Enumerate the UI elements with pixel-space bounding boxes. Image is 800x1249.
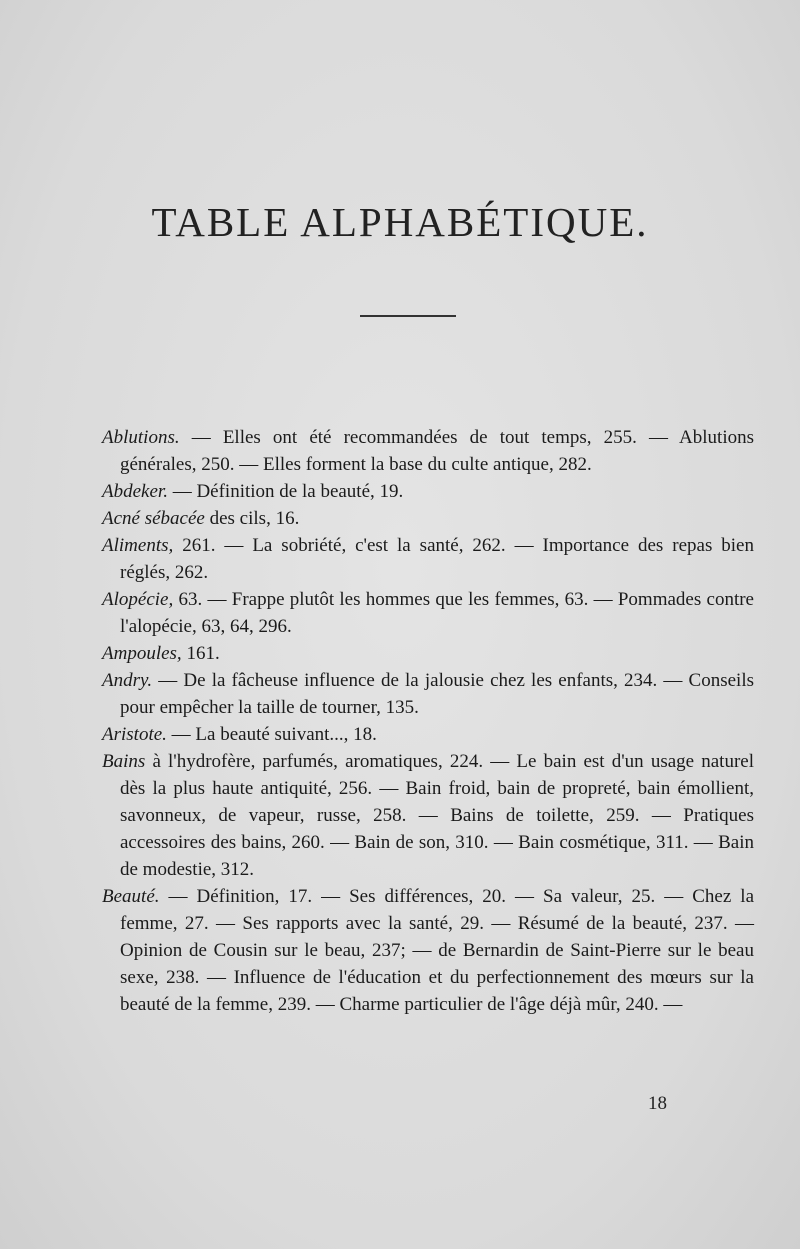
entry-heading: Aliments, <box>102 535 174 556</box>
entry-heading: Acné sébacée <box>102 508 205 529</box>
index-entry <box>102 748 754 883</box>
index-entry <box>102 424 754 478</box>
index-entry <box>102 532 754 586</box>
entry-heading: Aristote. <box>102 724 167 745</box>
entry-heading: Ampoules, <box>102 643 182 664</box>
entry-text: à l'hydrofère, parfumés, aromatiques, 224. — Le bain est d'un usage naturel dès la plus haute antiquité, 256. — Bain froid, bain de propreté, bain émollient, savonneux, de vapeur, russe, 258. — Bains de toilette, 259. — Pratiques accessoires des bains, 260. — Bain de son, 310. — Bain cosmétique, 311. — Bain de modestie, 312. <box>120 751 754 880</box>
index-entry <box>102 721 754 748</box>
entry-heading: Alopécie, <box>102 589 174 610</box>
entry-heading: Andry. <box>102 670 153 691</box>
title-divider <box>360 315 456 317</box>
entry-text: — De la fâcheuse influence de la jalousie chez les enfants, 234. — Conseils pour empêcher la taille de tourner, 135. <box>120 670 754 718</box>
index-entry <box>102 586 754 640</box>
entry-text: 261. — La sobriété, c'est la santé, 262. — Importance des repas bien réglés, 262. <box>120 535 754 583</box>
entry-text: 63. — Frappe plutôt les hommes que les femmes, 63. — Pommades contre l'alopécie, 63, 64, 296. <box>120 589 754 637</box>
index-entry <box>102 640 754 667</box>
entry-heading: Beauté. <box>102 886 160 907</box>
entry-heading: Abdeker. <box>102 481 168 502</box>
entry-text: — La beauté suivant..., 18. <box>166 724 377 745</box>
entry-text: — Définition, 17. — Ses différences, 20. — Sa valeur, 25. — Chez la femme, 27. — Ses rapports avec la santé, 29. — Résumé de la beauté, 237. — Opinion de Cousin sur le beau, 237; — de Bernardin de Saint-Pierre sur le beau sexe, 238. — Influence de l'éducation et du perfectionnement des mœurs sur la beauté de la femme, 239. — Charme particulier de l'âge déjà mûr, 240. — <box>120 886 754 1015</box>
entry-text: 161. <box>181 643 220 664</box>
entry-text: — Définition de la beauté, 19. <box>167 481 404 502</box>
entry-text: des cils, 16. <box>204 508 300 529</box>
index-entries <box>102 424 754 1018</box>
entry-heading: Ablutions. <box>102 427 180 448</box>
entry-text: — Elles ont été recommandées de tout temps, 255. — Ablutions générales, 250. — Elles forment la base du culte antique, 282. <box>120 427 754 475</box>
index-entry <box>102 883 754 1018</box>
index-entry <box>102 505 754 532</box>
page-number: 18 <box>648 1093 667 1114</box>
page-title: TABLE ALPHABÉTIQUE. <box>151 199 649 245</box>
index-entry <box>102 667 754 721</box>
index-entry <box>102 478 754 505</box>
entry-heading: Bains <box>102 751 146 772</box>
